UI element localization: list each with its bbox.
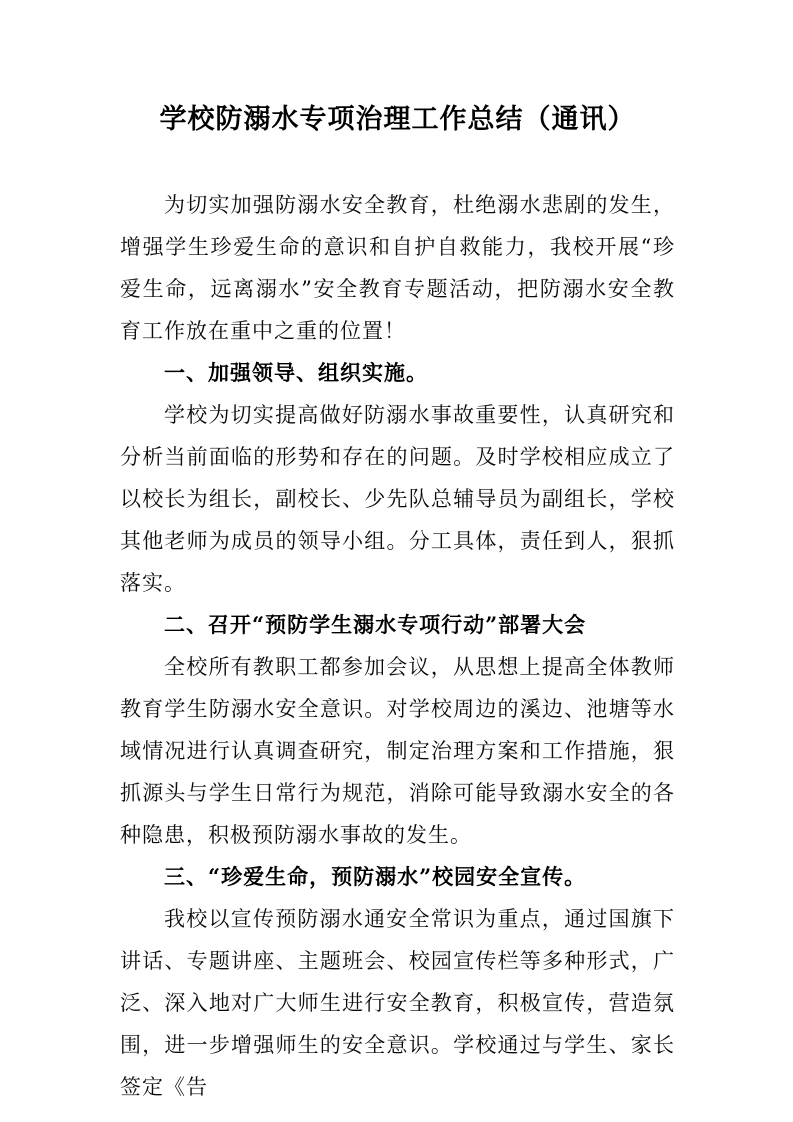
section-heading-3: 三、“珍爱生命，预防溺水”校园安全宣传。 [164,864,587,889]
document-title: 学校防溺水专项治理工作总结（通讯） [159,104,636,135]
paragraph-section-1: 学校为切实提高做好防溺水事故重要性，认真研究和分析当前面临的形势和存在的问题。及时学校相应成立了以校长为组长，副校长、少先队总辅导员为副组长，学校其他老师为成员的领导小组。分工具体，责任到人，狠抓落实。 [120,403,675,595]
paragraph-section-3: 我校以宣传预防溺水通安全常识为重点，通过国旗下讲话、专题讲座、主题班会、校园宣传栏等多种形式，广泛、深入地对广大师生进行安全教育，积极宣传，营造氛围，进一步增强师生的安全意识。学校通过与学生、家长签定《告 [120,907,675,1099]
section-heading-2: 二、召开“预防学生溺水专项行动”部署大会 [164,612,587,637]
paragraph-section-2: 全校所有教职工都参加会议，从思想上提高全体教师教育学生防溺水安全意识。对学校周边的溪边、池塘等水域情况进行认真调查研究，制定治理方案和工作措施，狠抓源头与学生日常行为规范，消除可能导致溺水安全的各种隐患，积极预防溺水事故的发生。 [120,655,675,847]
section-heading-1: 一、加强领导、组织实施。 [164,360,428,385]
paragraph-intro: 为切实加强防溺水安全教育，杜绝溺水悲剧的发生，增强学生珍爱生命的意识和自护自救能力，我校开展“珍爱生命，远离溺水”安全教育专题活动，把防溺水安全教育工作放在重中之重的位置！ [120,193,675,343]
